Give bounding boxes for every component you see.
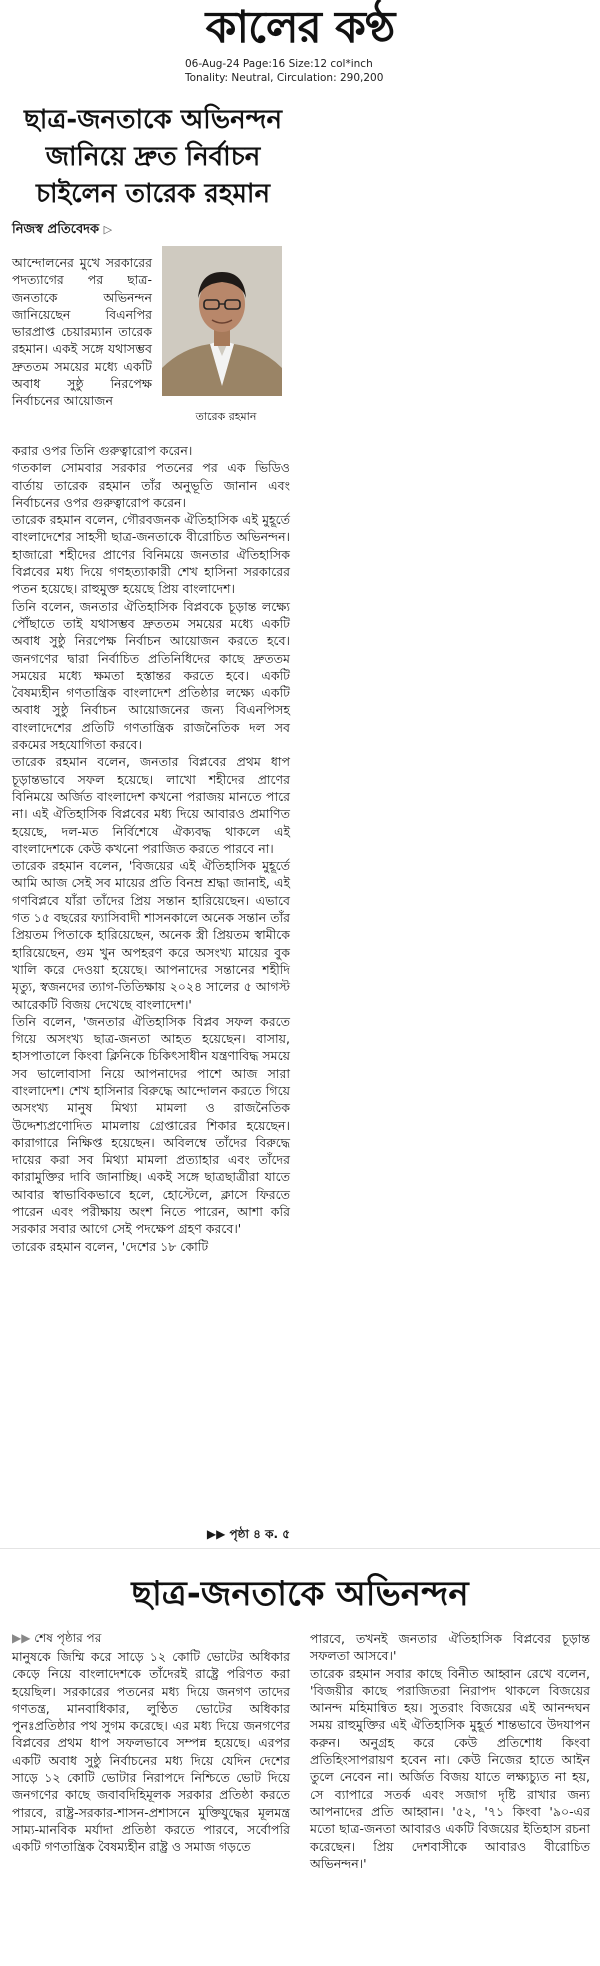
article-paragraph: তারেক রহমান বলেন, গৌরবজনক ঐতিহাসিক এই মুহূর্তে বাংলাদেশের সাহসী ছাত্র-জনতাকে বীরোচিত অভিনন্দন। হাজারো শহীদের প্রাণের বিনিময়ে জনতার ঐতিহাসিক বিপ্লবের মধ্য দিয়ে গণহত্যাকারী শেখ হাসিনা সরকারের পতন হয়েছে। রাহুমুক্ত হয়েছে প্রিয় বাংলাদেশ।	[12, 512, 290, 597]
continuation-paragraph: মানুষকে জিম্মি করে সাড়ে ১২ কোটি ভোটের অধিকার কেড়ে নিয়ে বাংলাদেশকে তাঁদেরই রাষ্ট্রে পরিণত করা হয়েছিল। সরকারের পতনের মধ্য দিয়ে জনগণ তাদের গণতন্ত্র, মানবাধিকার, লুণ্ঠিত ভোটের অধিকার পুনঃপ্রতিষ্ঠার পথ সুগম করেছে। এর মধ্য দিয়ে জনগণের বিপ্লবের প্রথম ধাপ সফলভাবে সম্পন্ন হয়েছে। এরপর একটি অবাধ সুষ্ঠু নির্বাচনের মধ্য দিয়ে যেদিন দেশের সাড়ে ১২ কোটি ভোটার নিরাপদে নিশ্চিতে ভোট দিয়ে জনগণের কাছে জবাবদিহিমূলক সরকার প্রতিষ্ঠা করতে পারবে, রাষ্ট্র-সরকার-শাসন-প্রশাসনে মুক্তিযুদ্ধের মূলমন্ত্র সাম্য-মানবিক মর্যাদা প্রতিষ্ঠা করতে পারবে, সর্বোপরি একটি গণতান্ত্রিক বৈষম্যহীন রাষ্ট্র ও সমাজ গড়তে	[12, 1649, 290, 1855]
clipping-meta-line-1: 06-Aug-24 Page:16 Size:12 col*inch	[185, 58, 373, 70]
section-divider	[0, 1548, 600, 1549]
continuation-column-left	[12, 1648, 290, 1856]
continued-on-page-label: ▶▶ পৃষ্ঠা ৪ ক. ৫	[206, 1527, 290, 1541]
continued-from-text: শেষ পৃষ্ঠার পর	[34, 1631, 102, 1645]
article-wrap-column	[12, 254, 152, 410]
portrait-illustration	[162, 246, 282, 396]
continuation-headline: ছাত্র-জনতাকে অভিনন্দন	[131, 1574, 469, 1614]
article-paragraph-lead: আন্দোলনের মুখে সরকারের পদত্যাগের পর ছাত্র-জনতাকে অভিনন্দন জানিয়েছেন বিএনপির ভারপ্রাপ্ত চেয়ারম্যান তারেক রহমান। একই সঙ্গে যথাসম্ভব দ্রুততম সময়ের মধ্যে একটি অবাধ সুষ্ঠু নিরপেক্ষ নির্বাচনের আয়োজন	[12, 255, 152, 409]
headline-line-2: জানিয়ে দ্রুত নির্বাচন	[45, 142, 261, 172]
byline	[12, 222, 212, 238]
continuation-column-right	[310, 1630, 590, 1872]
continuation-paragraph: পারবে, তখনই জনতার ঐতিহাসিক বিপ্লবের চূড়ান্ত সফলতা আসবে।'	[310, 1631, 590, 1664]
article-paragraph: গতকাল সোমবার সরকার পতনের পর এক ভিডিও বার্তায় তারেক রহমান তাঁর অনুভূতি জানান এবং নির্বাচনের ওপর গুরুত্বারোপ করেন।	[12, 460, 290, 510]
photo-caption: তারেক রহমান	[195, 410, 257, 423]
continued-from-label	[12, 1630, 101, 1646]
newspaper-masthead: কালের কণ্ঠ	[205, 2, 395, 53]
headline-line-1: ছাত্র-জনতাকে অভিনন্দন	[24, 105, 282, 135]
article-paragraph: করার ওপর তিনি গুরুত্বারোপ করেন।	[12, 443, 193, 458]
clipping-meta-line-2: Tonality: Neutral, Circulation: 290,200	[185, 72, 384, 84]
continuation-paragraph: তারেক রহমান সবার কাছে বিনীত আহ্বান রেখে বলেন, 'বিজয়ীর কাছে পরাজিতরা নিরাপদ থাকলে বিজয়ের আনন্দ মহিমান্বিত হয়। সুতরাং বিজয়ের এই আনন্দঘন সময় রাহুমুক্তির এই ঐতিহাসিক মুহূর্ত শান্তভাবে উদযাপন করুন। অনুগ্রহ করে কেউ প্রতিশোধ কিংবা প্রতিহিংসাপরায়ণ হবেন না। কেউ নিজের হাতে আইন তুলে নেবেন না। অর্জিত বিজয় যাতে লক্ষ্যচ্যুত না হয়, সে ব্যাপারে সতর্ক এবং সজাগ দৃষ্টি রাখার জন্য আপনাদের প্রতি আহ্বান। '৫২, '৭১ কিংবা '৯০-এর মতো ছাত্র-জনতা আবারও একটি বিজয়ের ইতিহাস রচনা করেছেন। প্রিয় দেশবাসীকে আবারও বীরোচিত অভিনন্দন।'	[310, 1665, 590, 1871]
article-paragraph: তারেক রহমান বলেন, জনতার বিপ্লবের প্রথম ধাপ চূড়ান্তভাবে সফল হয়েছে। লাখো শহীদের প্রাণের বিনিময়ে অর্জিত বাংলাদেশ কখনো পরাজয় মানতে পারে না। এই ঐতিহাসিক বিপ্লবের মধ্য দিয়ে আবারও প্রমাণিত হয়েছে, দল-মত নির্বিশেষে ঐক্যবদ্ধ থাকলে এই বাংলাদেশকে কেউ কখনো পরাজিত করতে পারবে না।	[12, 754, 290, 856]
byline-marker: ▷	[103, 223, 113, 236]
article-paragraph: তিনি বলেন, 'জনতার ঐতিহাসিক বিপ্লব সফল করতে গিয়ে অসংখ্য ছাত্র-জনতা আহত হয়েছেন। বাসায়, হাসপাতালে কিংবা ক্লিনিকে চিকিৎসাধীন যন্ত্রণাবিদ্ধ সময়ে সব ভালোবাসা নিয়ে আপনাদের পাশে আজ সারা বাংলাদেশ। শেখ হাসিনার বিরুদ্ধে আন্দোলন করতে গিয়ে অসংখ্য মানুষ মিথ্যা মামলা ও রাজনৈতিক উদ্দেশ্যপ্রণোদিত মামলায় গ্রেপ্তারের শিকার হয়েছেন। কারাগারে নিক্ষিপ্ত হয়েছেন। অবিলম্বে তাঁদের বিরুদ্ধে দায়ের করা সব মিথ্যা মামলা প্রত্যাহার এবং তাঁদের কারামুক্তির দাবি জানাচ্ছি। একই সঙ্গে ছাত্রছাত্রীরা যাতে আবার স্বাভাবিকভাবে হলে, হোস্টেলে, ক্লাসে ফিরতে পারেন এবং পরীক্ষায় অংশ নিতে পারেন, আশা করি সরকার সবার আগে সেই পদক্ষেপ গ্রহণ করবে।'	[12, 1013, 290, 1237]
article-paragraph: তারেক রহমান বলেন, 'দেশের ১৮ কোটি	[12, 1238, 209, 1254]
article-headline	[10, 102, 296, 213]
byline-text: নিজস্ব প্রতিবেদক	[12, 222, 100, 237]
article-body	[12, 442, 290, 1255]
article-paragraph: তারেক রহমান বলেন, 'বিজয়ের এই ঐতিহাসিক মুহূর্তে আমি আজ সেই সব মায়ের প্রতি বিনম্র শ্রদ্ধা জানাই, এই গণবিপ্লবে যাঁরা তাঁদের প্রিয় সন্তান হারিয়েছেন। এভাবে গত ১৫ বছরের ফ্যাসিবাদী শাসনকালে অনেক সন্তান তাঁর প্রিয়তম পিতাকে হারিয়েছেন, অনেক স্ত্রী প্রিয়তম স্বামীকে হারিয়েছেন, গুম খুন অপহরণ করে অসংখ্য মায়ের বুক খালি করে দেওয়া হয়েছে। আপনাদের সন্তানের শহীদি মৃত্যু, স্বজনদের ত্যাগ-তিতিক্ষায় ২০২৪ সালের ৫ আগস্ট আরেকটি বিজয় দেখেছে বাংলাদেশ।'	[12, 858, 290, 1012]
headline-line-3: চাইলেন তারেক রহমান	[36, 179, 270, 209]
article-paragraph: তিনি বলেন, জনতার ঐতিহাসিক বিপ্লবকে চূড়ান্ত লক্ষ্যে পৌঁছাতে তাই যথাসম্ভব দ্রুততম সময়ের মধ্যে একটি অবাধ সুষ্ঠু নিরপেক্ষ নির্বাচন আয়োজন করতে হবে। জনগণের দ্বারা নির্বাচিত প্রতিনিধিদের কাছে দ্রুততম সময়ের মধ্যে ক্ষমতা হস্তান্তর করতে হবে। একটি বৈষম্যহীন গণতান্ত্রিক বাংলাদেশ প্রতিষ্ঠার লক্ষ্যে একটি অবাধ সুষ্ঠু নির্বাচন আয়োজনের জন্য বিএনপিসহ বাংলাদেশের প্রতিটি গণতান্ত্রিক রাজনৈতিক দল সব রকমের সহযোগিতা করবে।	[12, 598, 290, 753]
double-arrow-icon: ▶▶	[12, 1631, 31, 1645]
author-photo	[162, 246, 282, 396]
